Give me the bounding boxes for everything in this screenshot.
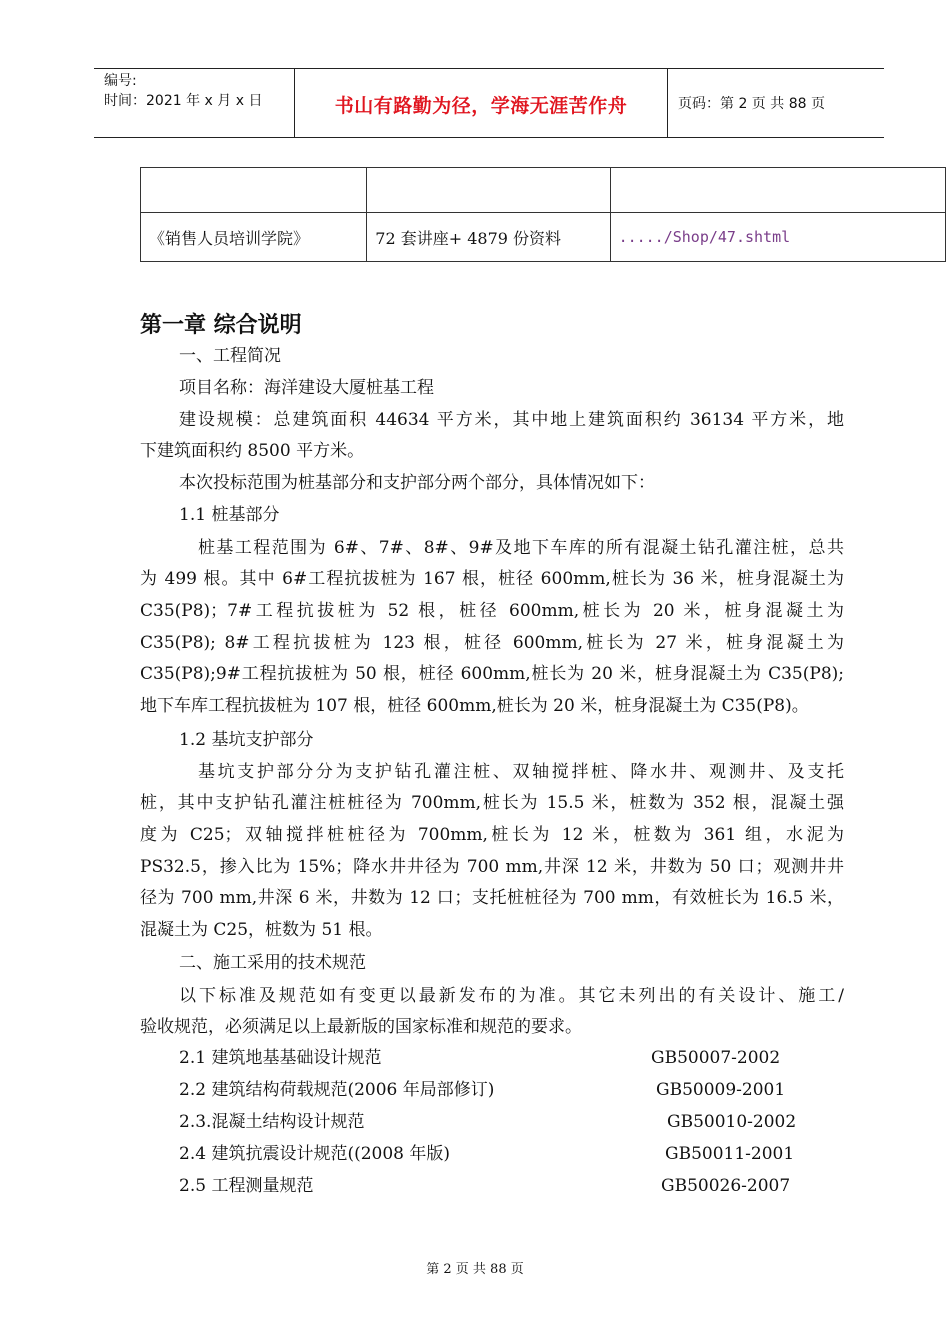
standard-name: 2.3.混凝土结构设计规范 — [179, 1112, 365, 1132]
table-row — [141, 213, 946, 262]
standard-code: GB50009-2001 — [656, 1080, 786, 1100]
header-motto: 书山有路勤为径，学海无涯苦作舟 — [334, 95, 628, 117]
section-heading: 二、施工采用的技术规范 — [179, 953, 366, 973]
paragraph-line: 下建筑面积约 8500 平方米。 — [140, 441, 365, 461]
paragraph-line: 本次投标范围为桩基部分和支护部分两个部分，具体情况如下： — [179, 473, 655, 493]
table-cell — [610, 168, 945, 213]
standard-name: 2.1 建筑地基基础设计规范 — [179, 1048, 382, 1068]
header-divider — [667, 69, 668, 137]
header-page-info: 页码：第 2 页 共 88 页 — [678, 96, 825, 112]
standard-name: 2.2 建筑结构荷载规范(2006 年局部修订) — [179, 1080, 495, 1100]
table-cell — [141, 168, 367, 213]
table-row — [141, 168, 946, 213]
paragraph-line: 桩基工程范围为 6#、7#、8#、9#及地下车库的所有混凝土钻孔灌注桩，总共 — [198, 538, 844, 558]
paragraph-line: 桩，其中支护钻孔灌注桩桩径为 700mm,桩长为 15.5 米，桩数为 352 根，混凝土强 — [140, 793, 844, 813]
paragraph-line: 验收规范，必须满足以上最新版的国家标准和规范的要求。 — [140, 1017, 582, 1037]
paragraph-line: PS32.5，掺入比为 15%；降水井井径为 700 mm,井深 12 米，井数为 50 口；观测井井 — [140, 857, 844, 877]
standard-code: GB50011-2001 — [665, 1144, 795, 1164]
table-cell-link[interactable]: ...../Shop/47.shtml — [610, 213, 945, 262]
table-cell-title: 《销售人员培训学院》 — [141, 213, 367, 262]
serial-label: 编号: — [104, 73, 137, 89]
standard-code: GB50026-2007 — [661, 1176, 791, 1196]
paragraph-line: 以下标准及规范如有变更以最新发布的为准。其它未列出的有关设计、施工/ — [179, 986, 844, 1006]
header-meta — [104, 71, 262, 111]
paragraph-line: C35(P8);9#工程抗拔桩为 50 根，桩径 600mm,桩长为 20 米，桩身混凝土为 C35(P8); — [140, 664, 844, 684]
table-cell — [367, 168, 610, 213]
chapter-title: 第一章 综合说明 — [140, 313, 302, 338]
page-footer: 第 2 页 共 88 页 — [426, 1262, 524, 1277]
standard-name: 2.5 工程测量规范 — [179, 1176, 314, 1196]
paragraph-line: 混凝土为 C25，桩数为 51 根。 — [140, 920, 383, 940]
paragraph-line: 基坑支护部分分为支护钻孔灌注桩、双轴搅拌桩、降水井、观测井、及支托 — [198, 762, 844, 782]
paragraph-line: 径为 700 mm,井深 6 米，井数为 12 口；支托桩桩径为 700 mm，有效桩长为 16.5 米， — [140, 888, 844, 908]
section-heading: 一、工程简况 — [179, 346, 281, 366]
paragraph-line: 度为 C25；双轴搅拌桩桩径为 700mm,桩长为 12 米，桩数为 361 组，水泥为 — [140, 825, 844, 845]
paragraph-line: 为 499 根。其中 6#工程抗拔桩为 167 根，桩径 600mm,桩长为 36 米，桩身混凝土为 — [140, 569, 844, 589]
standard-code: GB50010-2002 — [667, 1112, 797, 1132]
subsection-heading: 1.2 基坑支护部分 — [179, 730, 314, 750]
paragraph-line: 地下车库工程抗拔桩为 107 根，桩径 600mm,桩长为 20 米，桩身混凝土为 C35(P8)。 — [140, 696, 809, 716]
paragraph-line: 建设规模：总建筑面积 44634 平方米，其中地上建筑面积约 36134 平方米，地 — [179, 410, 844, 430]
standard-name: 2.4 建筑抗震设计规范((2008 年版) — [179, 1144, 451, 1164]
time-label: 时间：2021 年 x 月 x 日 — [104, 93, 263, 109]
standard-code: GB50007-2002 — [651, 1048, 781, 1068]
paragraph-line: C35(P8)；7#工程抗拔桩为 52 根，桩径 600mm,桩长为 20 米，桩身混凝土为 — [140, 601, 844, 621]
subsection-heading: 1.1 桩基部分 — [179, 505, 280, 525]
reference-table — [140, 167, 946, 262]
paragraph-line: C35(P8); 8#工程抗拔桩为 123 根，桩径 600mm,桩长为 27 米，桩身混凝土为 — [140, 633, 844, 653]
paragraph-line: 项目名称：海洋建设大厦桩基工程 — [179, 378, 434, 398]
table-cell-count: 72 套讲座+ 4879 份资料 — [367, 213, 610, 262]
page-header — [94, 68, 884, 138]
